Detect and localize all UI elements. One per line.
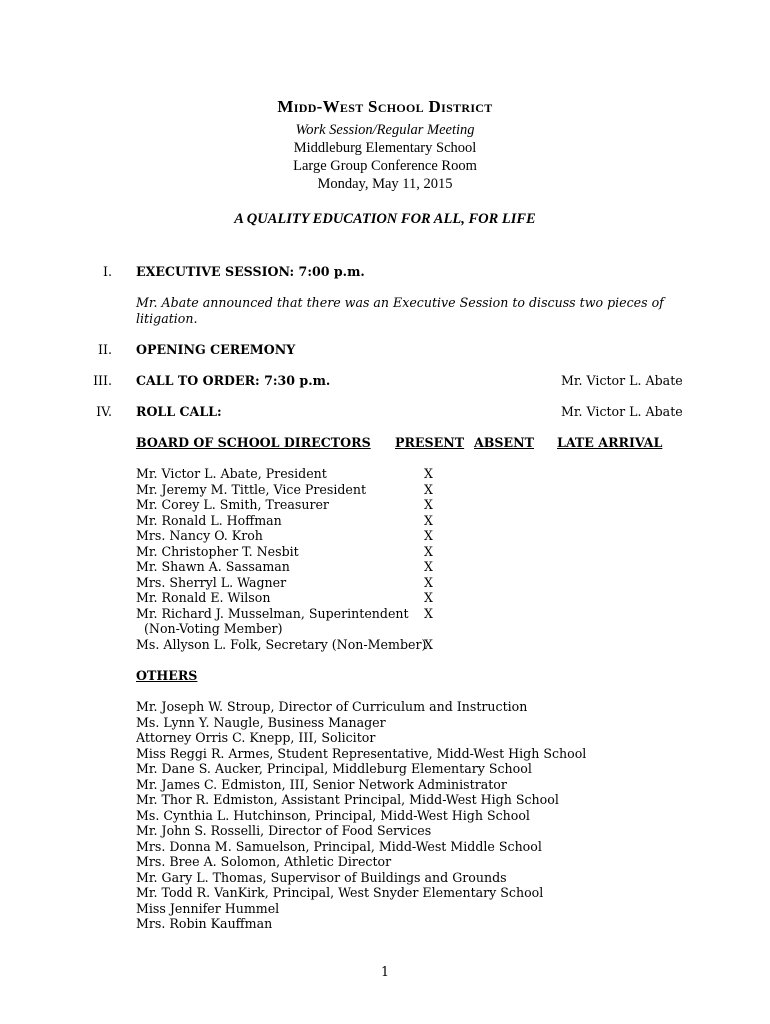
section-note: Mr. Abate announced that there was an Executive Session to discuss two pieces of <box>136 295 664 310</box>
section-title: OPENING CEREMONY <box>136 342 296 357</box>
meeting-location: Middleburg Elementary School <box>293 140 477 156</box>
list-item: Mr. James C. Edmiston, III, Senior Network Administrator <box>136 776 507 792</box>
table-row: Mr. Corey L. Smith, Treasurer <box>136 497 329 512</box>
table-row: Mrs. Sherryl L. Wagner <box>136 574 287 590</box>
present-mark: X <box>424 574 433 590</box>
col-header-absent: ABSENT <box>474 435 534 450</box>
table-row: Mr. Victor L. Abate, President <box>136 466 327 481</box>
present-mark: X <box>424 528 433 543</box>
meeting-type: Work Session/Regular Meeting <box>295 122 475 138</box>
meeting-room: Large Group Conference Room <box>293 158 477 174</box>
table-row: Mr. Christopher T. Nesbit <box>136 543 299 559</box>
present-mark: X <box>424 605 433 621</box>
table-row: Mr. Ronald L. Hoffman <box>136 512 282 528</box>
page-number: 1 <box>380 964 389 979</box>
section-title: EXECUTIVE SESSION: 7:00 p.m. <box>136 264 365 279</box>
section-title: ROLL CALL: <box>136 404 222 419</box>
list-item: Miss Jennifer Hummel <box>136 900 280 916</box>
present-mark: X <box>424 590 433 605</box>
document-title: Midd-West School District <box>277 97 493 116</box>
section-person: Mr. Victor L. Abate <box>561 404 683 419</box>
present-mark: X <box>424 559 433 574</box>
section-number: I. <box>103 264 112 279</box>
table-row: Mr. Jeremy M. Tittle, Vice President <box>136 481 367 497</box>
section-title: CALL TO ORDER: 7:30 p.m. <box>136 373 331 388</box>
present-mark: X <box>424 512 433 528</box>
list-item: Mr. Joseph W. Stroup, Director of Curriculum and Instruction <box>136 699 528 714</box>
table-row: Mr. Richard J. Musselman, Superintendent <box>136 605 409 621</box>
present-mark: X <box>424 497 433 512</box>
present-mark: X <box>424 636 433 652</box>
section-person: Mr. Victor L. Abate <box>561 373 683 388</box>
meeting-date: Monday, May 11, 2015 <box>317 176 453 192</box>
section-note: litigation. <box>136 311 198 326</box>
list-item: Miss Reggi R. Armes, Student Representative, Midd-West High School <box>136 745 587 761</box>
table-row: Ms. Allyson L. Folk, Secretary (Non-Member) <box>136 636 427 652</box>
list-item: Mrs. Robin Kauffman <box>136 916 273 931</box>
col-header-board: BOARD OF SCHOOL DIRECTORS <box>136 435 371 450</box>
section-number: II. <box>98 342 112 357</box>
table-row: Mr. Ronald E. Wilson <box>136 590 271 605</box>
list-item: Mr. Dane S. Aucker, Principal, Middleburg Elementary School <box>136 761 532 776</box>
list-item: Mr. Gary L. Thomas, Supervisor of Buildings and Grounds <box>136 869 507 885</box>
table-row: Mrs. Nancy O. Kroh <box>136 528 263 543</box>
list-item: Attorney Orris C. Knepp, III, Solicitor <box>136 730 376 745</box>
others-heading: OTHERS <box>136 668 198 683</box>
col-header-present: PRESENT <box>395 435 465 450</box>
list-item: Ms. Lynn Y. Naugle, Business Manager <box>136 714 386 730</box>
col-header-late: LATE ARRIVAL <box>557 435 663 450</box>
section-number: IV. <box>96 404 112 419</box>
present-mark: X <box>424 543 433 559</box>
section-number: III. <box>93 373 112 388</box>
present-mark: X <box>424 466 433 481</box>
list-item: Mrs. Bree A. Solomon, Athletic Director <box>136 854 392 869</box>
list-item: Mr. John S. Rosselli, Director of Food Services <box>136 823 432 838</box>
table-row: Mr. Shawn A. Sassaman <box>136 559 290 574</box>
list-item: Mrs. Donna M. Samuelson, Principal, Midd-West Middle School <box>136 838 542 854</box>
district-motto: A QUALITY EDUCATION FOR ALL, FOR LIFE <box>234 211 536 227</box>
list-item: Mr. Thor R. Edmiston, Assistant Principal, Midd-West High School <box>136 792 559 807</box>
list-item: Ms. Cynthia L. Hutchinson, Principal, Midd-West High School <box>136 807 530 823</box>
list-item: Mr. Todd R. VanKirk, Principal, West Snyder Elementary School <box>136 885 544 900</box>
table-row: (Non-Voting Member) <box>136 621 283 636</box>
present-mark: X <box>424 481 433 497</box>
